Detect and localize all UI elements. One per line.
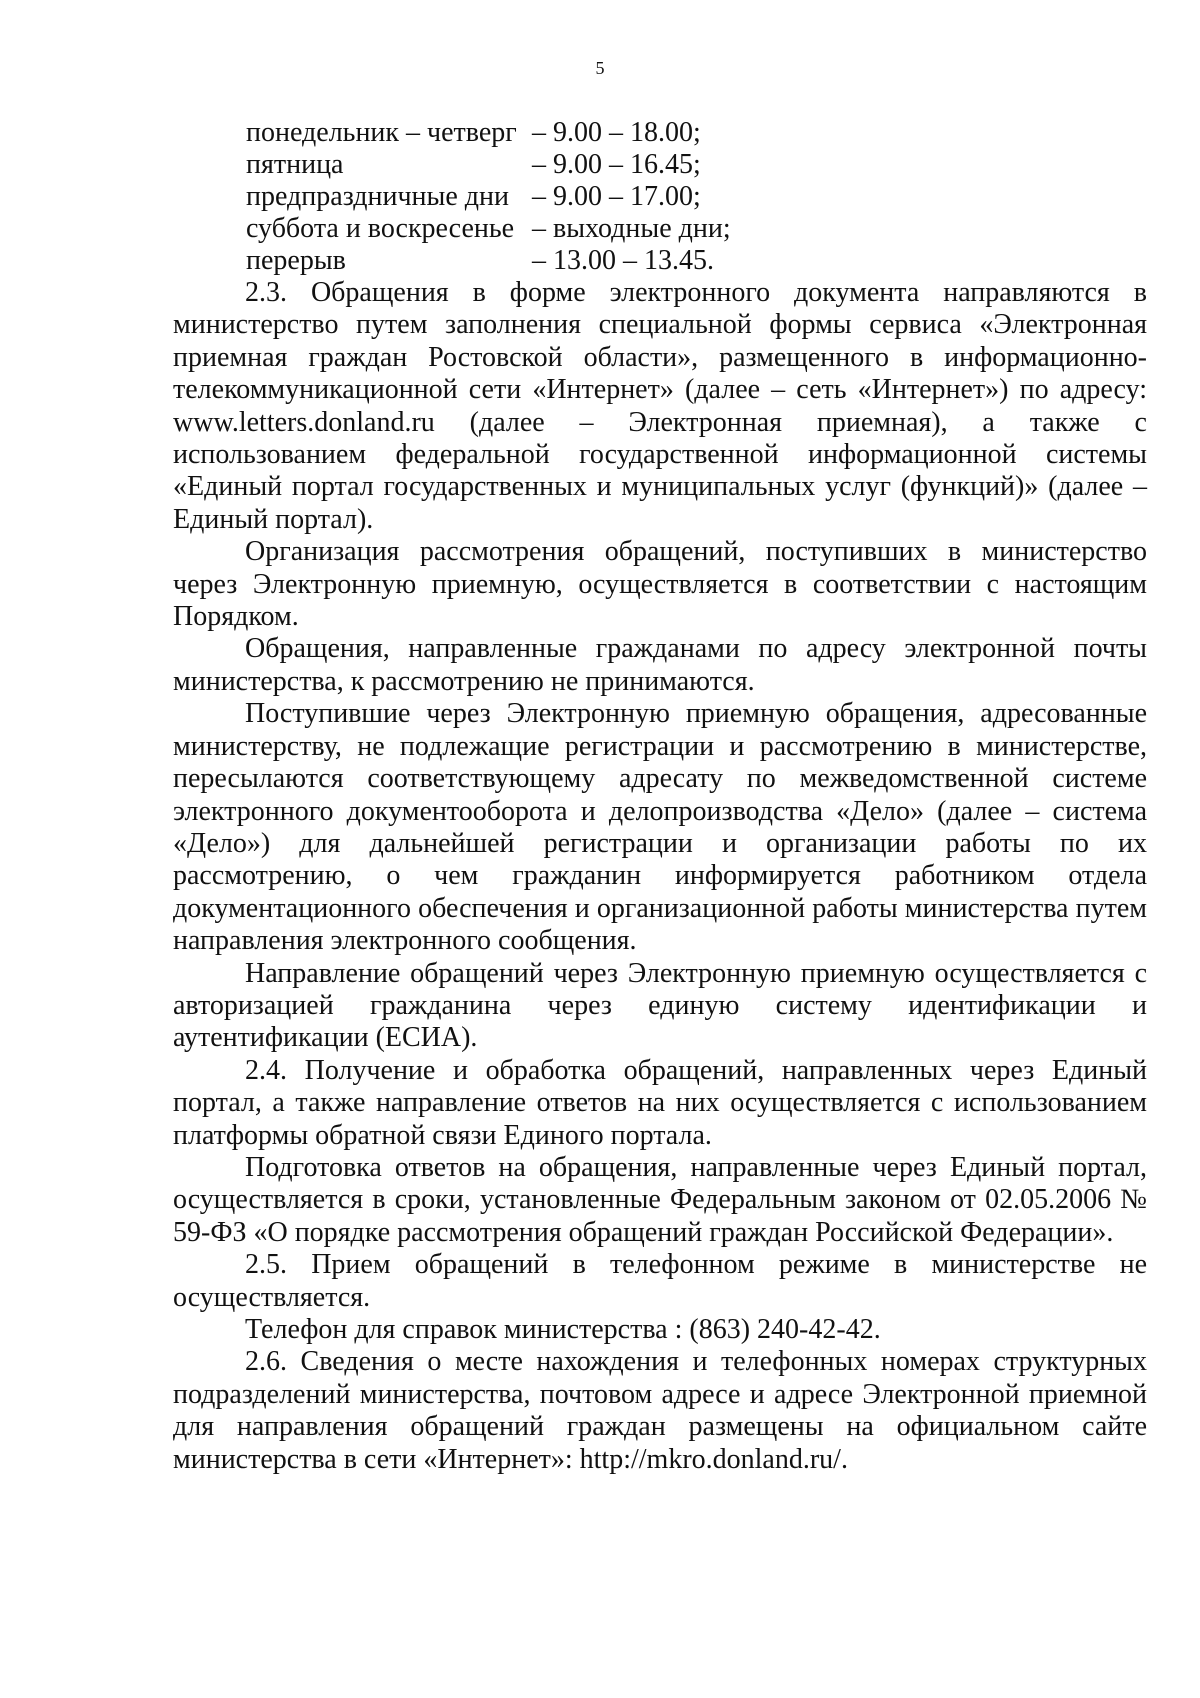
schedule-day: понедельник – четверг: [246, 117, 517, 148]
schedule-time: – 9.00 – 18.00;: [532, 117, 701, 148]
schedule-day: перерыв: [246, 245, 346, 276]
schedule-day: пятница: [246, 149, 344, 180]
paragraph-2-3: 2.3. Обращения в форме электронного документа направляются в министерство путем заполнения специальной формы сервиса «Электронная приемная граждан Ростовской области», размещенного в информационно-телекоммуникационной сети «Интернет» (далее – сеть «Интернет») по адресу: www.letters.donland.ru (далее – Электронная приемная), а также с использованием федеральной государственной информационной системы «Единый портал государственных и муниципальных услуг (функций)» (далее – Единый портал).: [173, 277, 1147, 535]
paragraph-2-5: 2.5. Прием обращений в телефонном режиме в министерстве не осуществляется.: [173, 1249, 1147, 1313]
paragraph-2-6: 2.6. Сведения о месте нахождения и телефонных номерах структурных подразделений министерства, почтовом адресе и адресе Электронной приемной для направления обращений граждан размещены на официальном сайте министерства в сети «Интернет»: http://mkro.donland.ru/.: [173, 1346, 1147, 1475]
paragraph-organization: Организация рассмотрения обращений, поступивших в министерство через Электронную приемную, осуществляется в соответствии с настоящим Порядком.: [173, 536, 1147, 633]
paragraph-email-rejection: Обращения, направленные гражданами по адресу электронной почты министерства, к рассмотрению не принимаются.: [173, 633, 1147, 697]
schedule-row: [246, 149, 731, 181]
schedule-list: [246, 117, 731, 277]
page-number: 5: [595, 58, 605, 78]
schedule-day: суббота и воскресенье: [246, 213, 515, 244]
paragraph-2-4: 2.4. Получение и обработка обращений, направленных через Единый портал, а также направление ответов на них осуществляется с использованием платформы обратной связи Единого портала.: [173, 1054, 1147, 1151]
schedule-row: [246, 245, 731, 277]
schedule-row: [246, 117, 731, 149]
paragraph-forwarding: Поступившие через Электронную приемную обращения, адресованные министерству, не подлежащие регистрации и рассмотрению в министерстве, пересылаются соответствующему адресату по межведомственной системе электронного документооборота и делопроизводства «Дело» (далее – система «Дело») для дальнейшей регистрации и организации работы по их рассмотрению, о чем гражданин информируется работником отдела документационного обеспечения и организационной работы министерства путем направления электронного сообщения.: [173, 698, 1147, 957]
document-body: [173, 277, 1147, 1476]
schedule-time: – 9.00 – 17.00;: [532, 181, 701, 212]
paragraph-esia: Направление обращений через Электронную приемную осуществляется с авторизацией гражданина через единую систему идентификации и аутентификации (ЕСИА).: [173, 957, 1147, 1054]
schedule-time: – выходные дни;: [532, 213, 731, 244]
paragraph-phone: Телефон для справок министерства : (863) 240-42-42.: [245, 1314, 881, 1345]
schedule-day: предпраздничные дни: [246, 181, 509, 212]
schedule-time: – 9.00 – 16.45;: [532, 149, 701, 180]
schedule-row: [246, 213, 731, 245]
schedule-row: [246, 181, 731, 213]
schedule-time: – 13.00 – 13.45.: [532, 245, 714, 276]
paragraph-deadlines: Подготовка ответов на обращения, направленные через Единый портал, осуществляется в сроки, установленные Федеральным законом от 02.05.2006 № 59-ФЗ «О порядке рассмотрения обращений граждан Российской Федерации».: [173, 1151, 1147, 1248]
